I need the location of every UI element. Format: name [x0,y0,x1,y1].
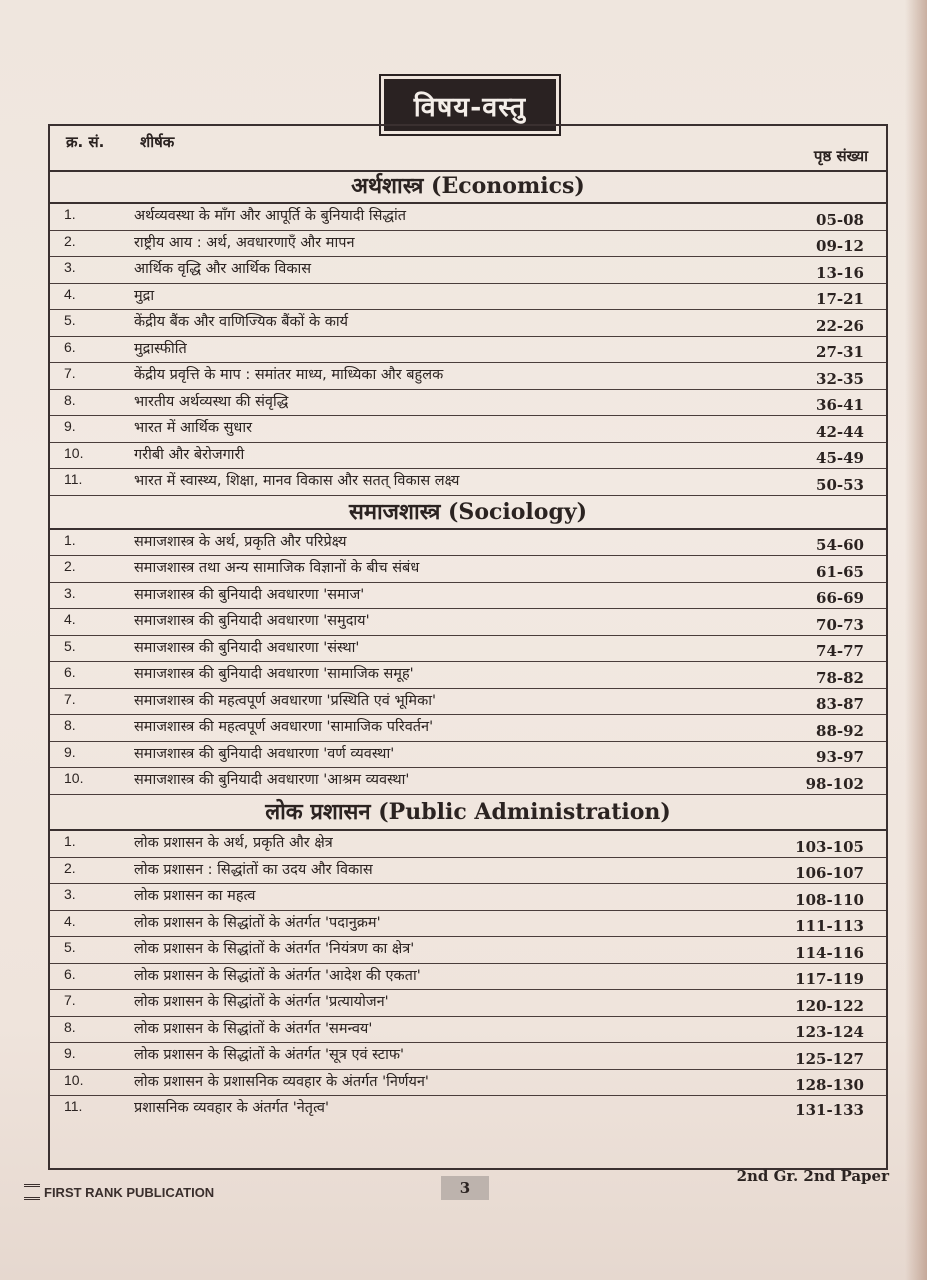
row-page-range: 103-105 [795,837,864,856]
logo-mark-icon [24,1184,40,1200]
row-number: 11. [64,471,83,487]
row-topic: लोक प्रशासन के सिद्धांतों के अंतर्गत 'आदेश की एकता' [134,967,421,984]
table-row [50,884,886,911]
table-row [50,1017,886,1044]
table-row [50,636,886,663]
row-number: 7. [64,690,76,707]
row-topic: समाजशास्त्र की बुनियादी अवधारणा 'संस्था' [134,639,360,656]
row-page-range: 123-124 [795,1023,864,1041]
row-number: 4. [64,611,76,627]
table-row [50,1096,886,1120]
publisher-name: FIRST RANK PUBLICATION [44,1184,215,1200]
table-row [50,443,886,470]
row-topic: आर्थिक वृद्धि और आर्थिक विकास [134,261,312,277]
row-number: 3. [64,584,76,601]
header-page: पृष्ठ संख्या [813,147,868,165]
row-page-range: 108-110 [795,890,864,909]
page-number: 3 [441,1176,489,1200]
paper-label: 2nd Gr. 2nd Paper [736,1167,889,1185]
row-number: 7. [64,365,76,381]
table-row [50,1043,886,1070]
row-page-range: 66-69 [816,589,864,607]
table-row [50,556,886,583]
row-number: 10. [64,770,84,786]
row-number: 9. [64,743,76,760]
row-topic: मुद्रा [134,287,155,304]
row-number: 9. [64,1045,76,1061]
table-row [50,964,886,991]
row-topic: लोक प्रशासन के सिद्धांतों के अंतर्गत 'सूत्र एवं स्टाफ' [134,1047,405,1063]
contents-table [48,124,888,1170]
row-page-range: 128-130 [795,1076,864,1094]
row-topic: केंद्रीय बैंक और वाणिज्यिक बैंकों के कार्य [134,314,349,330]
row-page-range: 131-133 [795,1101,864,1119]
row-topic: समाजशास्त्र की बुनियादी अवधारणा 'वर्ण व्यवस्था' [134,745,395,762]
row-number: 2. [64,558,76,574]
row-topic: लोक प्रशासन के अर्थ, प्रकृति और क्षेत्र [134,835,333,851]
row-topic: समाजशास्त्र की बुनियादी अवधारणा 'समुदाय' [134,613,370,629]
table-row [50,858,886,885]
row-topic: लोक प्रशासन के सिद्धांतों के अंतर्गत 'प्रत्यायोजन' [134,994,389,1010]
table-row [50,231,886,258]
row-topic: लोक प्रशासन के सिद्धांतों के अंतर्गत 'नियंत्रण का क्षेत्र' [134,941,415,957]
table-row [50,257,886,284]
row-topic: समाजशास्त्र की महत्वपूर्ण अवधारणा 'सामाजिक परिवर्तन' [134,719,434,735]
section-heading: समाजशास्त्र (Sociology) [50,496,886,530]
row-number: 8. [64,391,76,408]
row-page-range: 36-41 [816,396,864,414]
row-topic: भारत में आर्थिक सुधार [134,420,253,436]
row-number: 3. [64,259,76,275]
table-row [50,911,886,938]
table-header [50,126,886,172]
table-row [50,469,886,496]
row-page-range: 83-87 [816,695,864,713]
row-topic: गरीबी और बेरोजगारी [134,446,245,463]
publisher-logo [24,1184,214,1200]
row-number: 10. [64,444,84,461]
row-page-range: 32-35 [816,369,864,388]
header-topic: शीर्षक [140,133,175,151]
row-number: 8. [64,1018,76,1035]
row-page-range: 50-53 [816,475,864,494]
row-number: 1. [64,206,76,222]
table-row [50,530,886,557]
table-row [50,689,886,716]
row-page-range: 05-08 [816,210,864,229]
row-number: 4. [64,912,76,929]
row-topic: समाजशास्त्र के अर्थ, प्रकृति और परिप्रेक्ष्य [134,533,347,550]
row-page-range: 27-31 [816,343,864,361]
row-page-range: 88-92 [816,721,864,740]
row-topic: समाजशास्त्र की बुनियादी अवधारणा 'समाज' [134,586,365,603]
row-page-range: 106-107 [795,864,864,882]
table-row [50,204,886,231]
row-topic: समाजशास्त्र की बुनियादी अवधारणा 'सामाजिक समूह' [134,666,414,682]
row-page-range: 114-116 [795,943,864,962]
row-topic: लोक प्रशासन का महत्व [134,888,256,904]
table-row [50,363,886,390]
row-page-range: 42-44 [816,422,864,441]
row-topic: प्रशासनिक व्यवहार के अंतर्गत 'नेतृत्व' [134,1100,329,1116]
table-row [50,831,886,858]
row-topic: मुद्रास्फीति [134,340,187,357]
row-topic: केंद्रीय प्रवृत्ति के माप : समांतर माध्य, माध्यिका और बहुलक [134,367,444,383]
row-page-range: 78-82 [816,668,864,687]
row-topic: भारत में स्वास्थ्य, शिक्षा, मानव विकास और सतत् विकास लक्ष्य [134,473,460,489]
row-page-range: 17-21 [816,290,864,308]
row-page-range: 93-97 [816,748,864,766]
row-number: 6. [64,338,76,355]
row-number: 6. [64,664,76,680]
row-topic: लोक प्रशासन के सिद्धांतों के अंतर्गत 'पदानुक्रम' [134,914,381,931]
header-sno: क्र. सं. [66,133,105,151]
table-row [50,742,886,769]
table-row [50,990,886,1017]
row-topic: लोक प्रशासन के सिद्धांतों के अंतर्गत 'समन्वय' [134,1020,373,1037]
row-page-range: 09-12 [816,237,864,255]
row-number: 2. [64,232,76,249]
table-row [50,662,886,689]
table-row [50,310,886,337]
row-page-range: 98-102 [805,775,864,793]
row-number: 5. [64,637,76,654]
row-page-range: 22-26 [816,316,864,335]
row-topic: लोक प्रशासन के प्रशासनिक व्यवहार के अंतर्गत 'निर्णयन' [134,1073,429,1090]
row-number: 1. [64,833,76,849]
row-number: 3. [64,886,76,902]
table-row [50,416,886,443]
row-topic: समाजशास्त्र तथा अन्य सामाजिक विज्ञानों के बीच संबंध [134,560,420,576]
row-topic: लोक प्रशासन : सिद्धांतों का उदय और विकास [134,861,373,878]
row-number: 2. [64,859,76,876]
row-number: 11. [64,1098,83,1114]
row-number: 4. [64,285,76,302]
row-number: 5. [64,939,76,955]
row-page-range: 54-60 [816,536,864,554]
row-number: 6. [64,965,76,982]
table-row [50,390,886,417]
table-row [50,715,886,742]
page-edge-shadow [905,0,927,1280]
row-page-range: 111-113 [795,917,864,935]
row-topic: समाजशास्त्र की बुनियादी अवधारणा 'आश्रम व्यवस्था' [134,772,410,788]
section-heading: अर्थशास्त्र (Economics) [50,170,886,204]
row-number: 7. [64,992,76,1008]
row-topic: अर्थव्यवस्था के माँग और आपूर्ति के बुनियादी सिद्धांत [134,208,406,224]
table-row [50,609,886,636]
row-topic: समाजशास्त्र की महत्वपूर्ण अवधारणा 'प्रस्थिति एवं भूमिका' [134,692,436,709]
row-page-range: 70-73 [816,615,864,634]
row-topic: राष्ट्रीय आय : अर्थ, अवधारणाएँ और मापन [134,234,355,251]
table-row [50,284,886,311]
table-row [50,1070,886,1097]
table-row [50,337,886,364]
row-page-range: 120-122 [795,996,864,1015]
row-page-range: 13-16 [816,263,864,282]
table-row [50,937,886,964]
row-page-range: 74-77 [816,642,864,660]
row-number: 5. [64,312,76,328]
table-row [50,583,886,610]
row-number: 8. [64,717,76,733]
row-page-range: 117-119 [795,970,864,988]
table-row [50,768,886,795]
row-number: 9. [64,418,76,434]
row-page-range: 45-49 [816,449,864,467]
row-topic: भारतीय अर्थव्यस्था की संवृद्धि [134,393,289,410]
row-page-range: 125-127 [795,1049,864,1068]
row-number: 1. [64,531,76,548]
row-page-range: 61-65 [816,562,864,581]
section-heading: लोक प्रशासन (Public Administration) [50,795,886,831]
row-number: 10. [64,1071,84,1088]
page-title: विषय-वस्तु [413,91,527,123]
